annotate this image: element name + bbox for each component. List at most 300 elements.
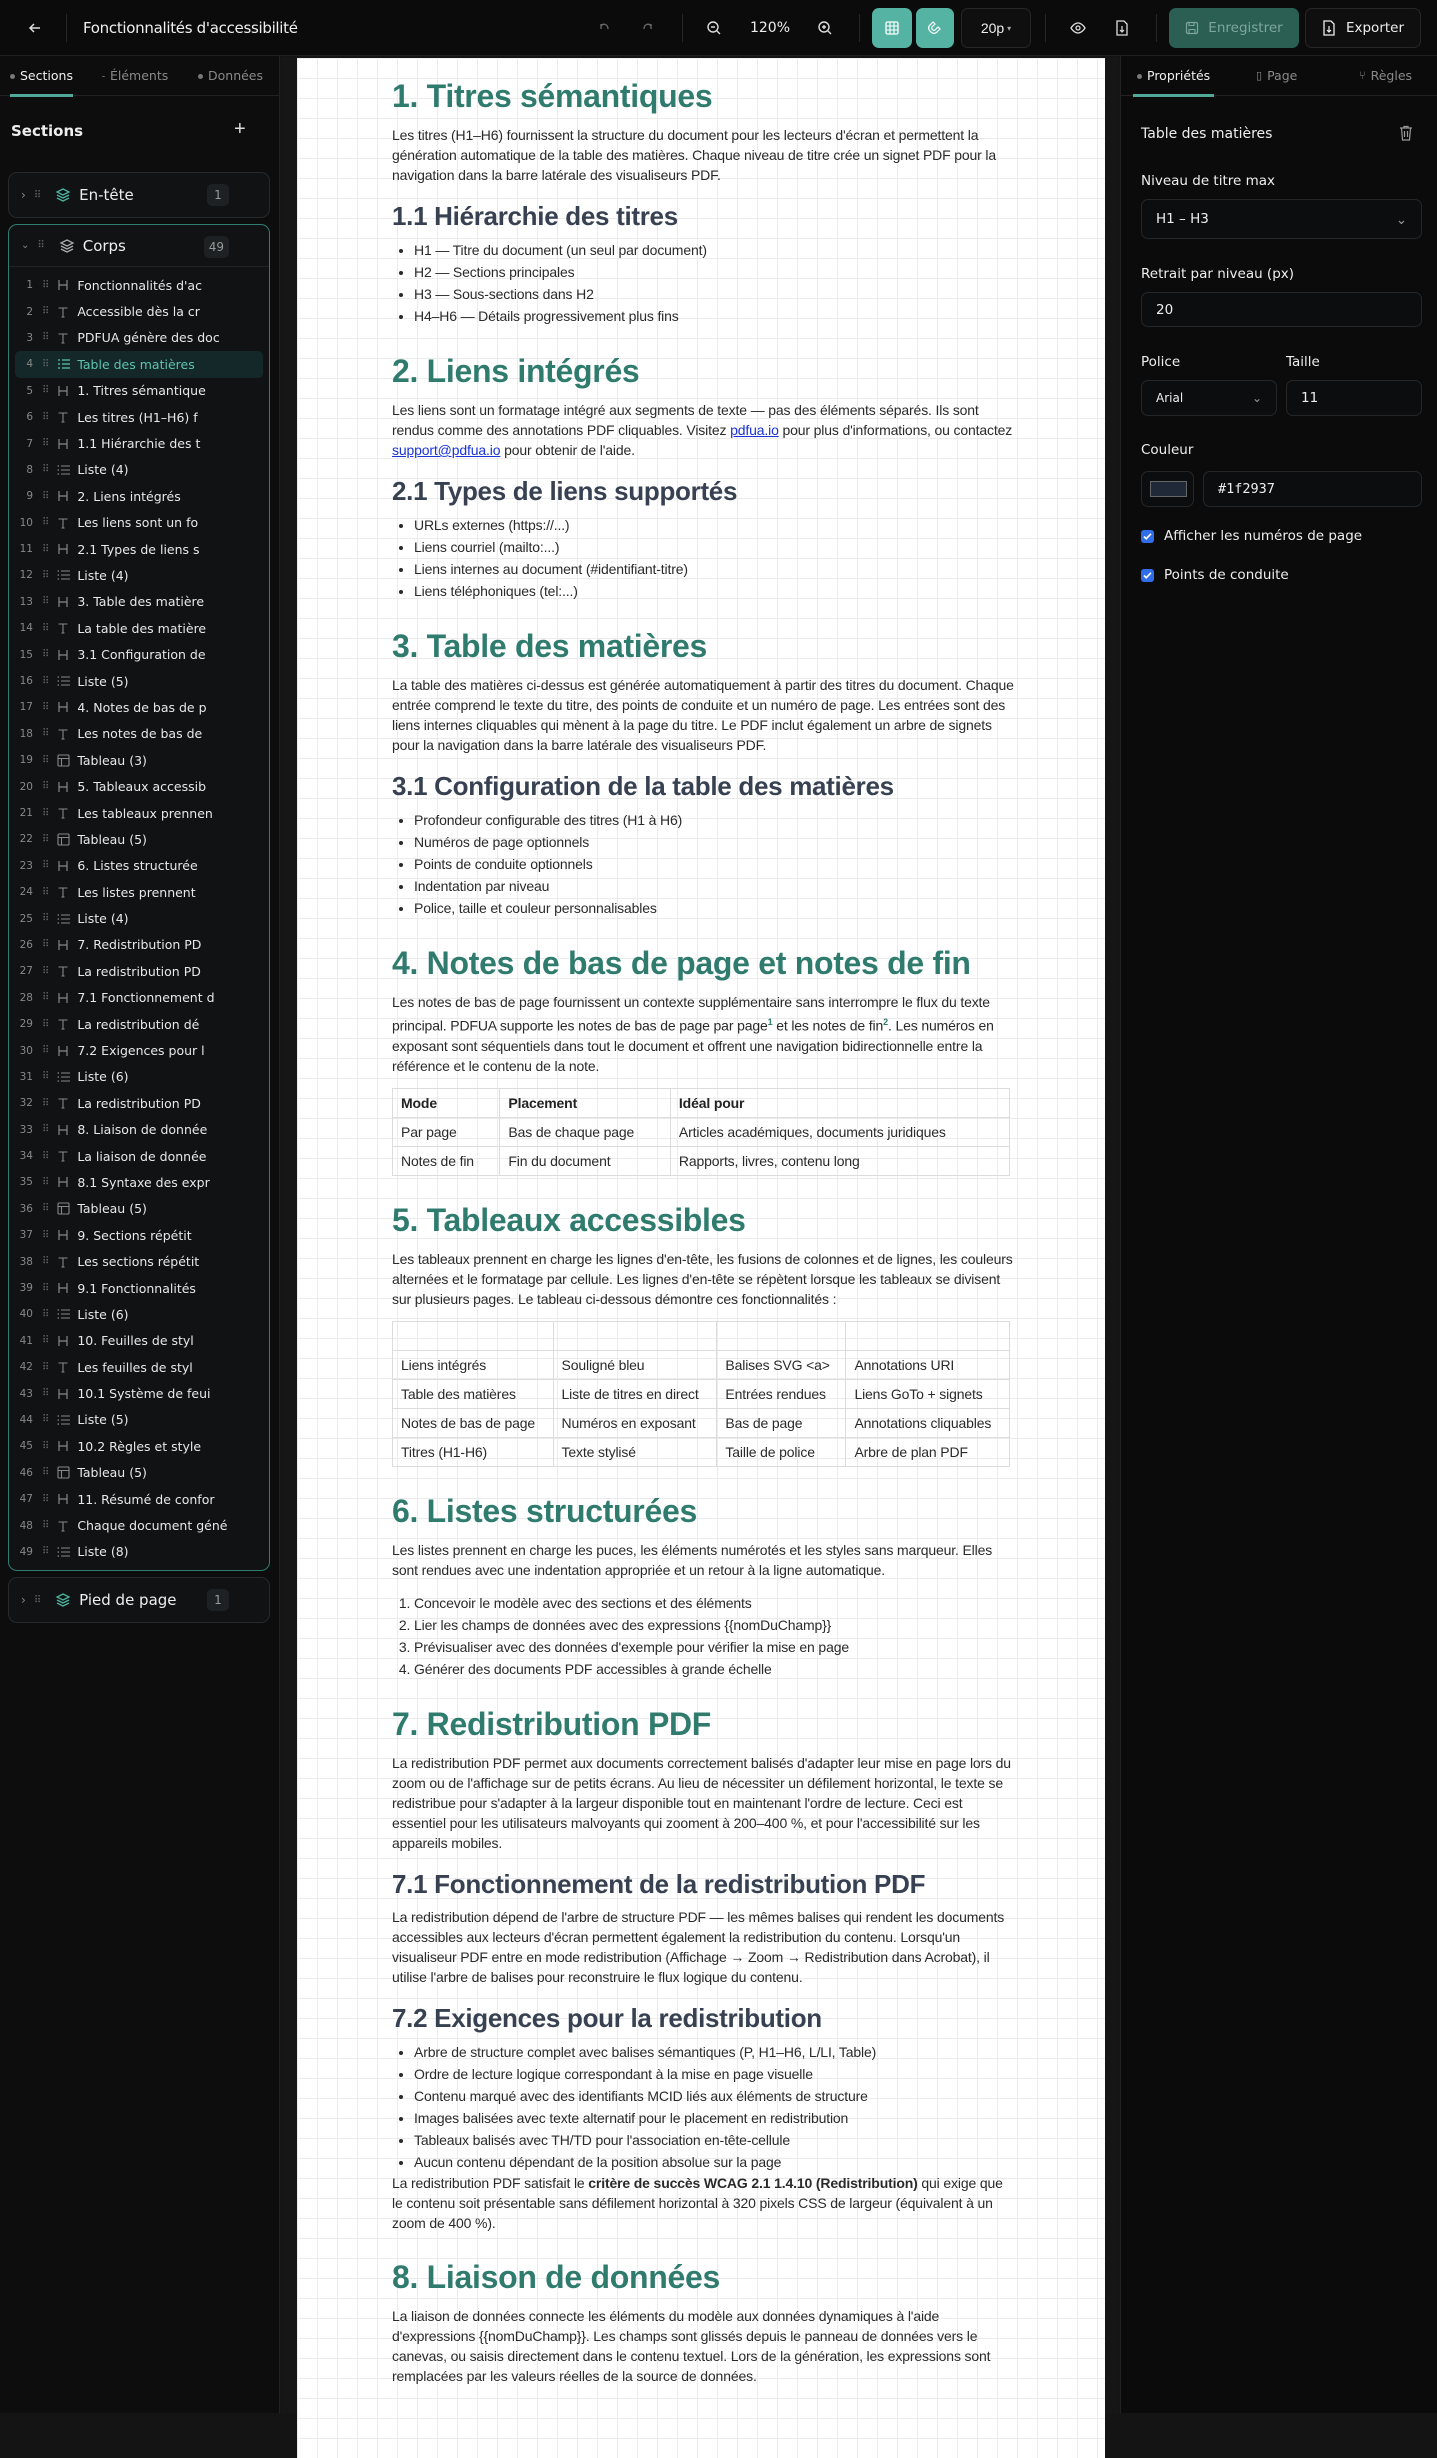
element-title: Table des matières: [1141, 126, 1273, 142]
section-label: En-tête: [79, 186, 134, 204]
element-label: Liste (4): [77, 462, 129, 478]
element-row[interactable]: [15, 1301, 263, 1327]
table-cell: Rapports, livres, contenu long: [670, 1146, 1009, 1175]
section-heading: 6. Listes structurées: [392, 1492, 697, 1529]
element-row[interactable]: [15, 562, 263, 588]
element-label: 7. Redistribution PD: [77, 937, 202, 953]
element-row[interactable]: [15, 932, 263, 958]
row-number: 17: [19, 701, 33, 714]
add-section-button[interactable]: [234, 118, 246, 141]
element-label: 6. Listes structurée: [77, 858, 198, 874]
element-label: La table des matière: [77, 620, 207, 636]
element-row[interactable]: [15, 800, 263, 826]
section-heading: 4. Notes de bas de page et notes de fin: [392, 945, 971, 981]
row-number: 37: [19, 1229, 33, 1242]
element-label: 9.1 Fonctionnalités: [77, 1280, 196, 1296]
show-page-numbers-checkbox[interactable]: [1141, 528, 1362, 544]
text-segment: La redistribution PDF permet aux documents correctement balisés d'adapter leur mise en page lors du zoom ou de l'affichage sur de petits écrans. Au lieu de nécessiter un défilement horizontal, le texte se redistribue pour s'adapter à la largeur disponible tout en maintenant l'ordre de lecture. Ceci est essentiel pour les utilisateurs malvoyants qui zooment à 200–400 %, et pour l'accessibilité sur les appareils mobiles.: [392, 1754, 1011, 1851]
heading-icon: [55, 1045, 71, 1057]
element-row[interactable]: [15, 1539, 263, 1565]
drag-handle-icon[interactable]: ⠿: [42, 728, 49, 740]
checkbox-checked-icon[interactable]: [1141, 530, 1154, 543]
element-row[interactable]: [15, 589, 263, 615]
drag-handle-icon[interactable]: ⠿: [42, 886, 49, 898]
heading-icon: [55, 1282, 71, 1294]
bullet-list: [414, 239, 1017, 327]
section-heading: 2. Liens intégrés: [392, 353, 640, 389]
canvas: [281, 57, 1119, 2413]
table-cell: Liens intégrés: [393, 1350, 554, 1379]
element-row[interactable]: [15, 298, 263, 324]
drag-handle-icon[interactable]: ⠿: [42, 649, 49, 661]
element-row[interactable]: [15, 483, 263, 509]
element-row[interactable]: [15, 1407, 263, 1433]
row-number: 23: [19, 859, 33, 872]
document-title: Fonctionnalités d'accessibilité: [83, 19, 298, 37]
list-item: 2. Lier les champs de données avec des expressions {{nomDuChamp}}: [414, 1614, 1017, 1636]
element-row[interactable]: [15, 641, 263, 667]
tab-data[interactable]: [198, 56, 263, 96]
element-row[interactable]: [15, 668, 263, 694]
drag-handle-icon[interactable]: ⠿: [42, 1308, 49, 1320]
row-number: 48: [19, 1519, 33, 1532]
indent-value: 20: [1156, 301, 1174, 318]
zoom-in-button[interactable]: [811, 8, 839, 48]
size-value: 11: [1301, 390, 1319, 406]
plus-icon: +: [234, 118, 246, 140]
element-label: Les sections répétit: [77, 1254, 200, 1270]
drag-handle-icon[interactable]: ⠿: [42, 1256, 49, 1268]
element-label: Accessible dès la cr: [77, 304, 200, 320]
color-label: Couleur: [1141, 442, 1194, 458]
list-item: 1. Concevoir le modèle avec des sections et des éléments: [414, 1592, 1017, 1614]
element-row[interactable]: [15, 1512, 263, 1538]
drag-handle-icon[interactable]: ⠿: [42, 1335, 49, 1347]
element-label: 3.1 Configuration de: [77, 647, 206, 663]
element-row[interactable]: [15, 1248, 263, 1274]
element-row[interactable]: [15, 510, 263, 536]
drag-handle-icon[interactable]: ⠿: [42, 1045, 49, 1057]
drag-handle-icon[interactable]: ⠿: [42, 1493, 49, 1505]
element-row[interactable]: [15, 1328, 263, 1354]
element-row[interactable]: [15, 351, 263, 377]
size-input[interactable]: [1286, 380, 1422, 416]
text-segment: Les titres (H1–H6) fournissent la structure du document pour les lecteurs d'écran et permettent la génération automatique de la table des matières. Chaque niveau de titre crée un signet PDF pour la navigation dans la barre latérale des visualiseurs PDF.: [392, 127, 997, 183]
drag-handle-icon[interactable]: ⠿: [42, 675, 49, 687]
table-cell: Taille de police: [717, 1437, 846, 1466]
drag-handle-icon[interactable]: ⠿: [42, 411, 49, 423]
zoom-out-button[interactable]: [700, 8, 728, 48]
document-content: [392, 77, 1017, 2386]
list-item: • Liens courriel (mailto:...): [414, 536, 1017, 558]
row-number: 7: [26, 437, 33, 450]
heading-icon: [55, 279, 71, 291]
drag-handle-icon[interactable]: ⠿: [42, 1097, 49, 1109]
tab-rules[interactable]: [1359, 56, 1412, 96]
text-icon: [55, 1097, 71, 1109]
element-row[interactable]: [15, 404, 263, 430]
drag-handle-icon[interactable]: ⠿: [42, 332, 49, 344]
zoom-in-icon: [817, 20, 833, 36]
element-row[interactable]: [15, 1460, 263, 1486]
color-swatch-button[interactable]: [1141, 471, 1194, 507]
element-row[interactable]: [15, 879, 263, 905]
element-row[interactable]: [15, 1011, 263, 1037]
list-item: • Images balisées avec texte alternatif pour le placement en redistribution: [414, 2107, 1017, 2129]
element-row[interactable]: [15, 721, 263, 747]
table-row: [393, 1408, 1010, 1437]
element-label: 10.2 Règles et style: [77, 1438, 202, 1454]
element-row[interactable]: [15, 1117, 263, 1143]
drag-handle-icon[interactable]: ⠿: [42, 279, 49, 291]
subsection-heading: 3.1 Configuration de la table des matières: [392, 771, 894, 801]
element-label: 10.1 Système de feui: [77, 1386, 211, 1402]
drag-handle-icon[interactable]: ⠿: [42, 490, 49, 502]
table-cell: Table des matières: [393, 1379, 554, 1408]
drag-handle-icon[interactable]: ⠿: [42, 781, 49, 793]
text-icon: [55, 1361, 71, 1373]
element-row[interactable]: [15, 1064, 263, 1090]
element-label: Liste (4): [77, 911, 129, 927]
row-number: 9: [26, 490, 33, 503]
layers-icon: [59, 238, 75, 254]
subsection-heading: 1.1 Hiérarchie des titres: [392, 201, 678, 231]
element-row[interactable]: [15, 536, 263, 562]
file-export-icon: [1322, 20, 1336, 36]
tab-properties[interactable]: [1133, 56, 1214, 96]
drag-handle-icon[interactable]: ⠿: [42, 1546, 49, 1558]
element-row[interactable]: [15, 272, 263, 298]
table-cell: Texte stylisé: [553, 1437, 717, 1466]
list-item: • H2 — Sections principales: [414, 261, 1017, 283]
element-label: 8.1 Syntaxe des expr: [77, 1174, 210, 1190]
table-cell: Par page: [393, 1117, 500, 1146]
footnote-reference[interactable]: 2: [883, 1017, 888, 1027]
drag-handle-icon[interactable]: ⠿: [42, 517, 49, 529]
properties-icon: [1137, 74, 1142, 79]
list-item: • Tableaux balisés avec TH/TD pour l'association en-tête-cellule: [414, 2129, 1017, 2151]
element-label: 7.1 Fonctionnement d: [77, 990, 215, 1006]
table-cell: Notes de bas de page: [393, 1408, 554, 1437]
subsection-heading: 2.1 Types de liens supportés: [392, 476, 738, 506]
row-number: 35: [19, 1176, 33, 1189]
drag-handle-icon[interactable]: ⠿: [42, 596, 49, 608]
drag-handle-icon[interactable]: ⠿: [42, 1467, 49, 1479]
element-label: 1.1 Hiérarchie des t: [77, 436, 201, 452]
drag-handle-icon[interactable]: ⠿: [42, 622, 49, 634]
drag-handle-icon[interactable]: ⠿: [42, 965, 49, 977]
table-cell: Annotations URI: [846, 1350, 1010, 1379]
chevron-right-icon[interactable]: ›: [21, 188, 26, 202]
drag-handle-icon[interactable]: ⠿: [42, 939, 49, 951]
heading-icon: [55, 939, 71, 951]
spacing-select[interactable]: [961, 8, 1031, 48]
element-row[interactable]: [15, 1486, 263, 1512]
text-icon: [55, 332, 71, 344]
indent-label: Retrait par niveau (px): [1141, 266, 1295, 282]
drag-handle-icon[interactable]: ⠿: [42, 1388, 49, 1400]
element-row[interactable]: [15, 985, 263, 1011]
element-row[interactable]: [15, 1196, 263, 1222]
row-number: 49: [19, 1545, 33, 1558]
text-segment: pour plus d'informations, ou contactez: [778, 422, 1013, 438]
element-label: 11. Résumé de confor: [77, 1491, 215, 1507]
table-header-row: [393, 1088, 1010, 1117]
element-label: 4. Notes de bas de p: [77, 699, 207, 715]
inline-link[interactable]: support@pdfua.io: [392, 442, 501, 458]
drag-handle-icon[interactable]: ⠿: [42, 358, 49, 370]
row-number: 13: [19, 595, 33, 608]
element-row[interactable]: [15, 853, 263, 879]
element-label: 2.1 Types de liens s: [77, 541, 200, 557]
row-number: 36: [19, 1202, 33, 1215]
row-number: 24: [19, 886, 33, 899]
table-cell: Bas de chaque page: [500, 1117, 671, 1146]
drag-handle-icon[interactable]: ⠿: [42, 1361, 49, 1373]
footnote-reference[interactable]: 1: [767, 1017, 773, 1027]
paragraph: [392, 675, 1017, 755]
drag-handle-icon[interactable]: ⠿: [42, 1018, 49, 1030]
back-button[interactable]: [20, 8, 50, 48]
drag-handle-icon[interactable]: ⠿: [42, 1124, 49, 1136]
heading-icon: [55, 701, 71, 713]
max-level-value: H1 – H3: [1156, 211, 1209, 227]
list-item: • H4–H6 — Détails progressivement plus fins: [414, 305, 1017, 327]
drag-handle-icon[interactable]: ⠿: [42, 1282, 49, 1294]
table-header-cell: [393, 1321, 554, 1350]
table-header-cell: Placement: [500, 1088, 671, 1117]
element-label: Les listes prennent: [77, 884, 196, 900]
row-number: 2: [26, 305, 33, 318]
element-label: 10. Feuilles de styl: [77, 1333, 194, 1349]
bold-text: critère de succès WCAG 2.1 1.4.10 (Redistribution): [588, 2174, 918, 2191]
list-item: • Ordre de lecture logique correspondant à la mise en page visuelle: [414, 2063, 1017, 2085]
drag-handle-icon[interactable]: ⠿: [42, 913, 49, 925]
trash-icon: [1399, 125, 1413, 141]
download-pdf-button[interactable]: [1108, 8, 1136, 48]
bullet-list: [414, 809, 1017, 919]
drag-handle-icon[interactable]: ⠿: [42, 464, 49, 476]
element-row[interactable]: [15, 826, 263, 852]
element-label: 9. Sections répétit: [77, 1227, 192, 1243]
row-number: 43: [19, 1387, 33, 1400]
section-body-card[interactable]: [8, 224, 270, 1571]
table-header-cell: Idéal pour: [670, 1088, 1009, 1117]
heading-icon: [55, 1493, 71, 1505]
element-row[interactable]: [15, 694, 263, 720]
table-row: [393, 1146, 1010, 1175]
row-number: 4: [26, 358, 33, 371]
indent-input[interactable]: [1141, 292, 1422, 327]
drag-handle-icon[interactable]: ⠿: [42, 807, 49, 819]
delete-button[interactable]: [1399, 125, 1413, 141]
text-icon: [55, 1520, 71, 1532]
drag-handle-icon[interactable]: ⠿: [42, 1414, 49, 1426]
drag-handle-icon[interactable]: ⠿: [42, 860, 49, 872]
element-row[interactable]: [15, 1037, 263, 1063]
save-button[interactable]: [1169, 8, 1299, 48]
drag-handle-icon[interactable]: ⠿: [42, 833, 49, 845]
element-row[interactable]: [15, 1169, 263, 1195]
section-header-card[interactable]: [8, 172, 270, 218]
tab-elements[interactable]: [102, 56, 168, 96]
row-number: 47: [19, 1493, 33, 1506]
row-number: 29: [19, 1018, 33, 1031]
row-number: 30: [19, 1044, 33, 1057]
drag-handle-icon[interactable]: ⠿: [42, 569, 49, 581]
table-row: [393, 1117, 1010, 1146]
drag-handle-icon[interactable]: ⠿: [42, 1203, 49, 1215]
text-segment: qui exige que le contenu soit présentable sans défilement horizontal à 320 pixels CSS de largeur (équivalent à un zoom de 400 %).: [392, 2174, 1003, 2231]
element-label: Liste (5): [77, 673, 129, 689]
element-row[interactable]: [15, 1143, 263, 1169]
paragraph: [392, 1540, 1017, 1580]
drag-handle-icon[interactable]: ⠿: [42, 306, 49, 318]
divider: [859, 14, 860, 42]
list-icon: [55, 1308, 71, 1320]
element-row[interactable]: [15, 773, 263, 799]
grid-toggle-button[interactable]: [872, 8, 912, 48]
drag-handle-icon[interactable]: ⠿: [42, 1520, 49, 1532]
redo-button[interactable]: [634, 8, 662, 48]
element-row[interactable]: [15, 958, 263, 984]
chevron-down-icon[interactable]: ⌄: [21, 240, 30, 251]
tab-sections[interactable]: [10, 56, 73, 96]
drag-handle-icon[interactable]: ⠿: [42, 1150, 49, 1162]
chevron-right-icon[interactable]: ›: [21, 1593, 26, 1607]
text-segment: La redistribution PDF satisfait le: [392, 2174, 589, 2191]
color-hex-value: #1f2937: [1218, 481, 1275, 497]
element-row[interactable]: [15, 1380, 263, 1406]
properties-panel: [1120, 56, 1437, 2413]
font-value: Arial: [1156, 391, 1184, 405]
chevron-down-icon: ⌄: [1395, 212, 1407, 228]
document-page[interactable]: [297, 58, 1105, 2458]
heading-icon: [55, 596, 71, 608]
table-icon: [55, 754, 71, 767]
text-icon: [55, 1256, 71, 1268]
element-row[interactable]: [15, 1090, 263, 1116]
max-level-label: Niveau de titre max: [1141, 173, 1276, 189]
elements-icon: [102, 76, 105, 77]
list-item: • H1 — Titre du document (un seul par document): [414, 239, 1017, 261]
tab-label: Règles: [1370, 68, 1413, 83]
layers-icon: [55, 1592, 71, 1608]
text-segment: La liaison de données connecte les éléments du modèle aux données dynamiques à l'aide d'expressions {{nomDuChamp}}. Les champs sont glissés depuis le panneau de données vers le canevas, ou saisis directement dans le contenu textuel. Lors de la génération, les expressions sont remplacées par les valeurs réelles de la source de données.: [392, 2307, 991, 2384]
text-segment: Les tableaux prennent en charge les lignes d'en-tête, les fusions de colonnes et de lignes, les couleurs alternées et le formatage par cellule. Les lignes d'en-tête se répètent lorsque les tableaux se divisent sur plusieurs pages. Le tableau ci-dessous démontre ces fonctionnalités :: [392, 1250, 1013, 1307]
drag-handle-icon[interactable]: ⠿: [42, 438, 49, 450]
element-label: Table des matières: [77, 356, 195, 372]
checkbox-checked-icon[interactable]: [1141, 569, 1154, 582]
heading-icon: [55, 543, 71, 555]
color-hex-input[interactable]: [1203, 471, 1422, 507]
drag-handle-icon[interactable]: ⠿: [33, 1594, 41, 1606]
drag-handle-icon[interactable]: ⠿: [33, 189, 41, 201]
heading-icon: [55, 1229, 71, 1241]
element-row[interactable]: [15, 905, 263, 931]
table-header-cell: [717, 1321, 846, 1350]
row-number: 34: [19, 1150, 33, 1163]
checkbox-label: Points de conduite: [1164, 567, 1289, 583]
element-row[interactable]: [15, 615, 263, 641]
snap-toggle-button[interactable]: [916, 8, 954, 48]
font-select[interactable]: [1141, 380, 1277, 416]
element-row[interactable]: [15, 1222, 263, 1248]
table-cell: Annotations cliquables: [846, 1408, 1010, 1437]
chevron-down-icon: ⌄: [1251, 391, 1262, 405]
divider: [682, 14, 683, 42]
row-number: 31: [19, 1070, 33, 1083]
drag-handle-icon[interactable]: ⠿: [42, 754, 49, 766]
drag-handle-icon[interactable]: ⠿: [42, 385, 49, 397]
tab-page[interactable]: [1256, 56, 1297, 96]
element-label: Tableau (3): [77, 752, 147, 768]
row-number: 12: [19, 569, 33, 582]
heading-icon: [55, 781, 71, 793]
divider: [1045, 14, 1046, 42]
inline-link[interactable]: pdfua.io: [730, 422, 779, 438]
element-label: Tableau (5): [77, 1201, 147, 1217]
table-row: [393, 1379, 1010, 1408]
section-footer-card[interactable]: [8, 1577, 270, 1623]
paragraph: [392, 1907, 1017, 1987]
max-level-select[interactable]: [1141, 199, 1422, 239]
zoom-level: 120%: [749, 20, 791, 36]
row-number: 46: [19, 1466, 33, 1479]
table-cell: Numéros en exposant: [553, 1408, 717, 1437]
list-icon: [55, 913, 71, 925]
drag-handle-icon[interactable]: ⠿: [42, 1440, 49, 1452]
list-item: • Arbre de structure complet avec balises sémantiques (P, H1–H6, L/LI, Table): [414, 2041, 1017, 2063]
list-item: • URLs externes (https://...): [414, 514, 1017, 536]
drag-handle-icon[interactable]: ⠿: [42, 1071, 49, 1083]
preview-button[interactable]: [1064, 8, 1092, 48]
row-number: 3: [26, 331, 33, 344]
paragraph: [392, 992, 1017, 1076]
drag-handle-icon[interactable]: ⠿: [42, 543, 49, 555]
list-item: • H3 — Sous-sections dans H2: [414, 283, 1017, 305]
drag-handle-icon[interactable]: ⠿: [42, 1176, 49, 1188]
export-button[interactable]: [1305, 8, 1421, 48]
row-number: 21: [19, 807, 33, 819]
element-row[interactable]: [15, 747, 263, 773]
element-row[interactable]: [15, 430, 263, 456]
drag-handle-icon[interactable]: ⠿: [42, 1229, 49, 1241]
element-row[interactable]: [15, 1354, 263, 1380]
file-icon: ▯: [1256, 69, 1263, 82]
element-row[interactable]: [15, 457, 263, 483]
element-row[interactable]: [15, 1433, 263, 1459]
undo-button[interactable]: [590, 8, 618, 48]
row-number: 44: [19, 1413, 33, 1426]
text-segment: Les liens sont un formatage intégré aux segments de texte — pas des éléments séparés. Ils sont rendus comme des annotations PDF cliquables. Visitez: [392, 402, 979, 438]
subsection-heading: 7.2 Exigences pour la redistribution: [392, 2002, 822, 2033]
element-row[interactable]: [15, 378, 263, 404]
numbered-list: [414, 1592, 1017, 1680]
table-header-cell: [553, 1321, 717, 1350]
element-label: Les tableaux prennen: [77, 805, 213, 821]
section-heading: 7. Redistribution PDF: [392, 1705, 712, 1742]
drag-handle-icon[interactable]: ⠿: [42, 701, 49, 713]
leader-dots-checkbox[interactable]: [1141, 567, 1289, 583]
drag-handle-icon[interactable]: ⠿: [37, 240, 44, 251]
drag-handle-icon[interactable]: ⠿: [42, 992, 49, 1004]
table-cell: Fin du document: [500, 1146, 671, 1175]
list-item: • Indentation par niveau: [414, 875, 1017, 897]
row-number: 22: [19, 833, 33, 846]
element-row[interactable]: [15, 325, 263, 351]
element-row[interactable]: [15, 1275, 263, 1301]
